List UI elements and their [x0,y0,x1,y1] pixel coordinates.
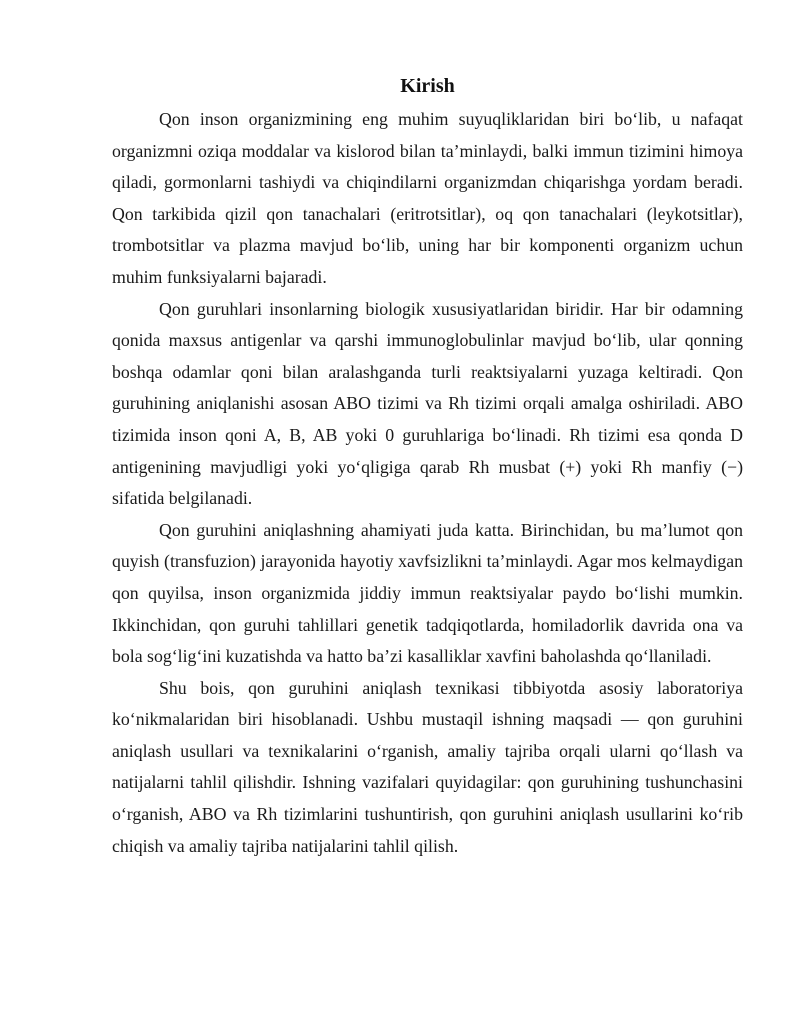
paragraph-1: Qon inson organizmining eng muhim suyuqliklaridan biri bo‘lib, u nafaqat organizmni oziqa moddalar va kislorod bilan ta’minlaydi, balki immun tizimini himoya qiladi, gormonlarni tashiydi va chiqindilarni organizmdan chiqarishga yordam beradi. Qon tarkibida qizil qon tanachalari (eritrotsitlar), oq qon tanachalari (leykotsitlar), trombotsitlar va plazma mavjud bo‘lib, uning har bir komponenti organizm uchun muhim funksiyalarni bajaradi. [112,109,743,287]
paragraph-2: Qon guruhlari insonlarning biologik xususiyatlaridan biridir. Har bir odamning qonida maxsus antigenlar va qarshi immunoglobulinlar mavjud bo‘lib, ular qonning boshqa odamlar qoni bilan aralashganda turli reaktsiyalarni yuzaga keltiradi. Qon guruhining aniqlanishi asosan ABO tizimi va Rh tizimi orqali amalga oshiriladi. ABO tizimida inson qoni A, B, AB yoki 0 guruhlariga bo‘linadi. Rh tizimi esa qonda D antigenining mavjudligi yoki yo‘qligiga qarab Rh musbat (+) yoki Rh manfiy (−) sifatida belgilanadi. [112,298,743,509]
paragraph-3: Qon guruhini aniqlashning ahamiyati juda katta. Birinchidan, bu ma’lumot qon quyish (transfuzion) jarayonida hayotiy xavfsizlikni ta’minlaydi. Agar mos kelmaydigan qon quyilsa, inson organizmida jiddiy immun reaktsiyalar paydo bo‘lishi mumkin. Ikkinchidan, qon guruhi tahlillari genetik tadqiqotlarda, homiladorlik davrida ona va bola sog‘lig‘ini kuzatishda va hatto ba’zi kasalliklar xavfini baholashda qo‘llaniladi. [112,519,743,667]
document-title: Kirish [400,75,455,97]
document-page [112,72,743,862]
paragraph-4: Shu bois, qon guruhini aniqlash texnikasi tibbiyotda asosiy laboratoriya ko‘nikmalaridan biri hisoblanadi. Ushbu mustaqil ishning maqsadi — qon guruhini aniqlash usullari va texnikalarini o‘rganish, amaliy tajriba orqali ularni qo‘llash va natijalarni tahlil qilishdir. Ishning vazifalari quyidagilar: qon guruhining tushunchasini o‘rganish, ABO va Rh tizimlarini tushuntirish, qon guruhini aniqlash usullarini ko‘rib chiqish va amaliy tajriba natijalarini tahlil qilish. [112,677,743,856]
